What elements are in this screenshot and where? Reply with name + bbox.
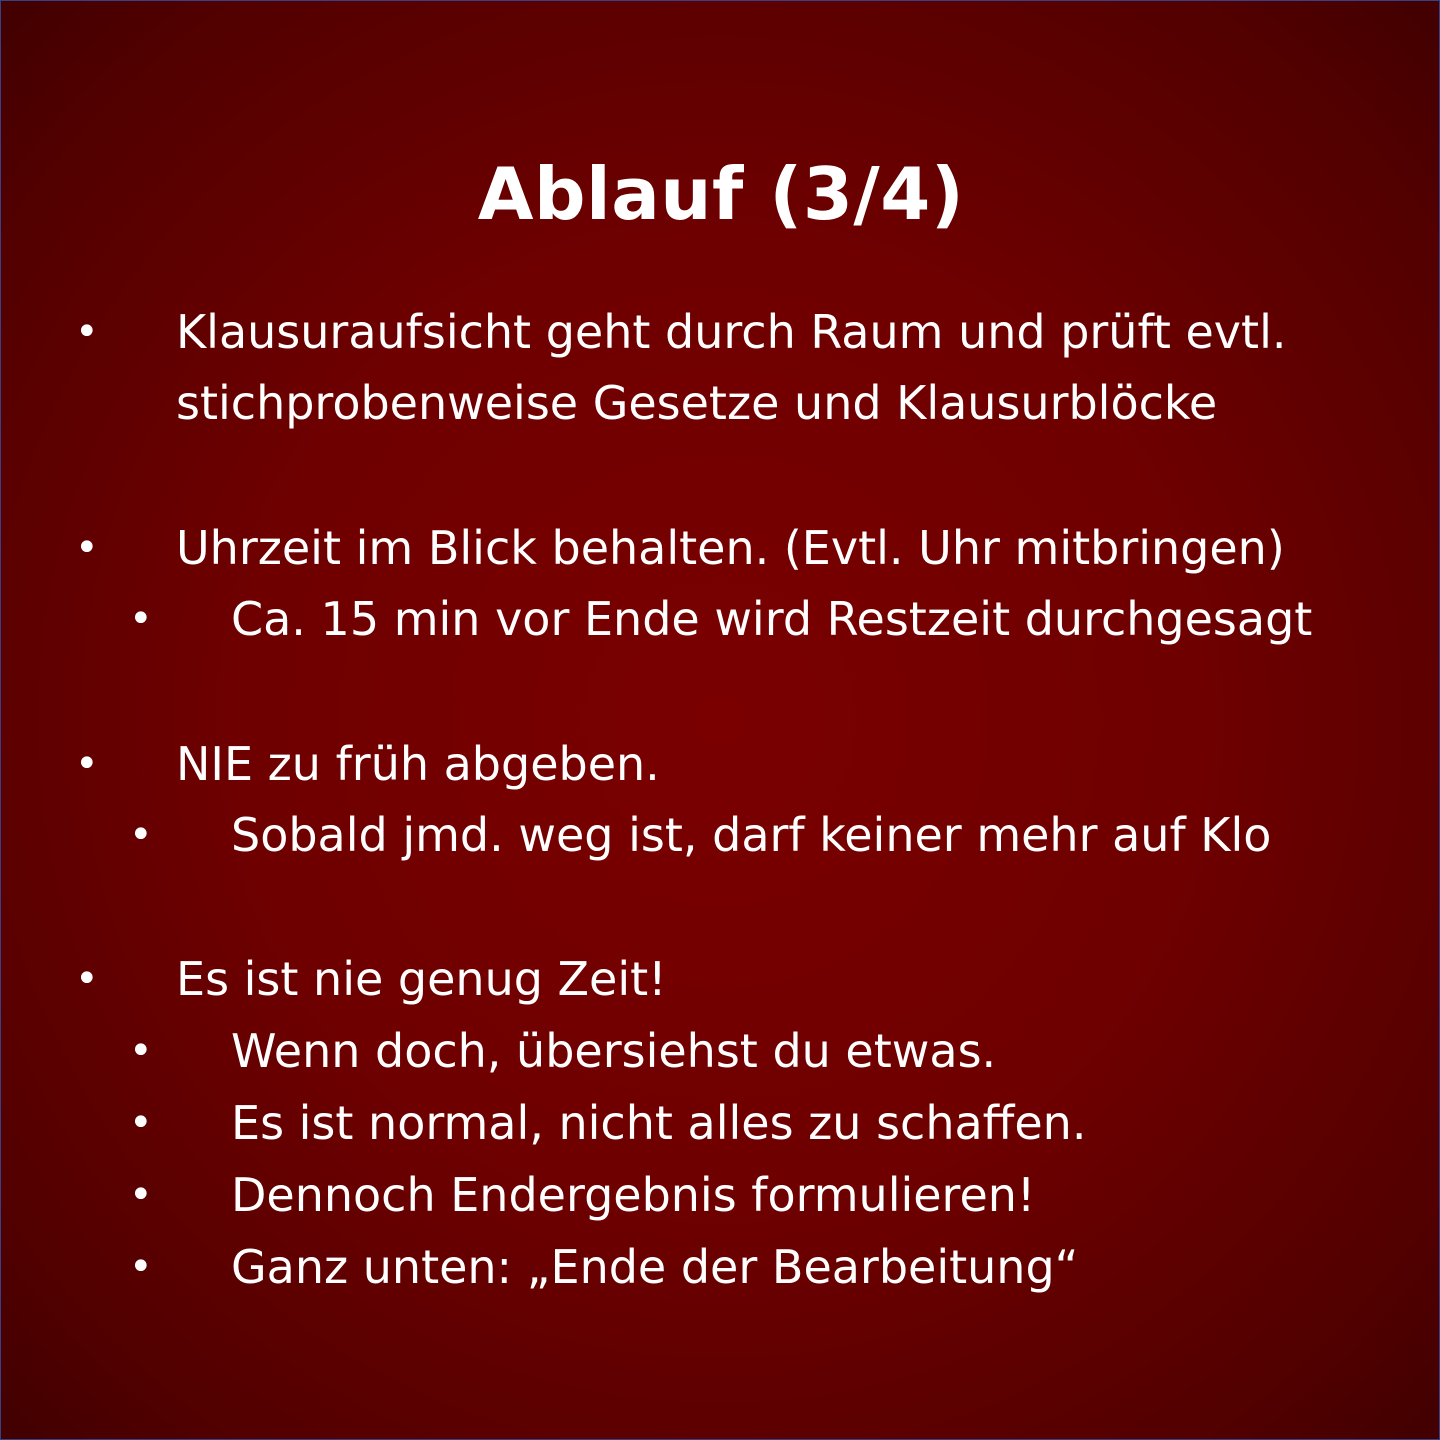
list-item: NIE zu früh abgeben.	[176, 737, 660, 791]
list-item: Klausuraufsicht geht durch Raum und prüft evtl.	[176, 305, 1287, 359]
sub-list-item: Wenn doch, übersiehst du etwas.	[231, 1024, 997, 1078]
bullet-icon: •	[75, 309, 99, 355]
list-item: Uhrzeit im Blick behalten. (Evtl. Uhr mitbringen)	[176, 521, 1285, 575]
sub-list-item: Es ist normal, nicht alles zu schaffen.	[231, 1096, 1087, 1150]
bullet-icon: •	[75, 741, 99, 787]
sub-bullet-icon: •	[129, 1172, 153, 1218]
sub-bullet-icon: •	[129, 1100, 153, 1146]
sub-bullet-icon: •	[129, 596, 153, 642]
list-item-continuation: stichprobenweise Gesetze und Klausurblöcke	[176, 376, 1218, 430]
sub-list-item: Sobald jmd. weg ist, darf keiner mehr auf Klo	[231, 808, 1272, 862]
bullet-icon: •	[75, 525, 99, 571]
sub-bullet-icon: •	[129, 1244, 153, 1290]
bullet-icon: •	[75, 956, 99, 1002]
sub-list-item: Dennoch Endergebnis formulieren!	[231, 1168, 1036, 1222]
sub-list-item: Ca. 15 min vor Ende wird Restzeit durchgesagt	[231, 592, 1313, 646]
sub-bullet-icon: •	[129, 812, 153, 858]
list-item: Es ist nie genug Zeit!	[176, 952, 667, 1006]
slide-title: Ablauf (3/4)	[477, 152, 965, 236]
sub-bullet-icon: •	[129, 1028, 153, 1074]
sub-list-item: Ganz unten: „Ende der Bearbeitung“	[231, 1240, 1079, 1294]
